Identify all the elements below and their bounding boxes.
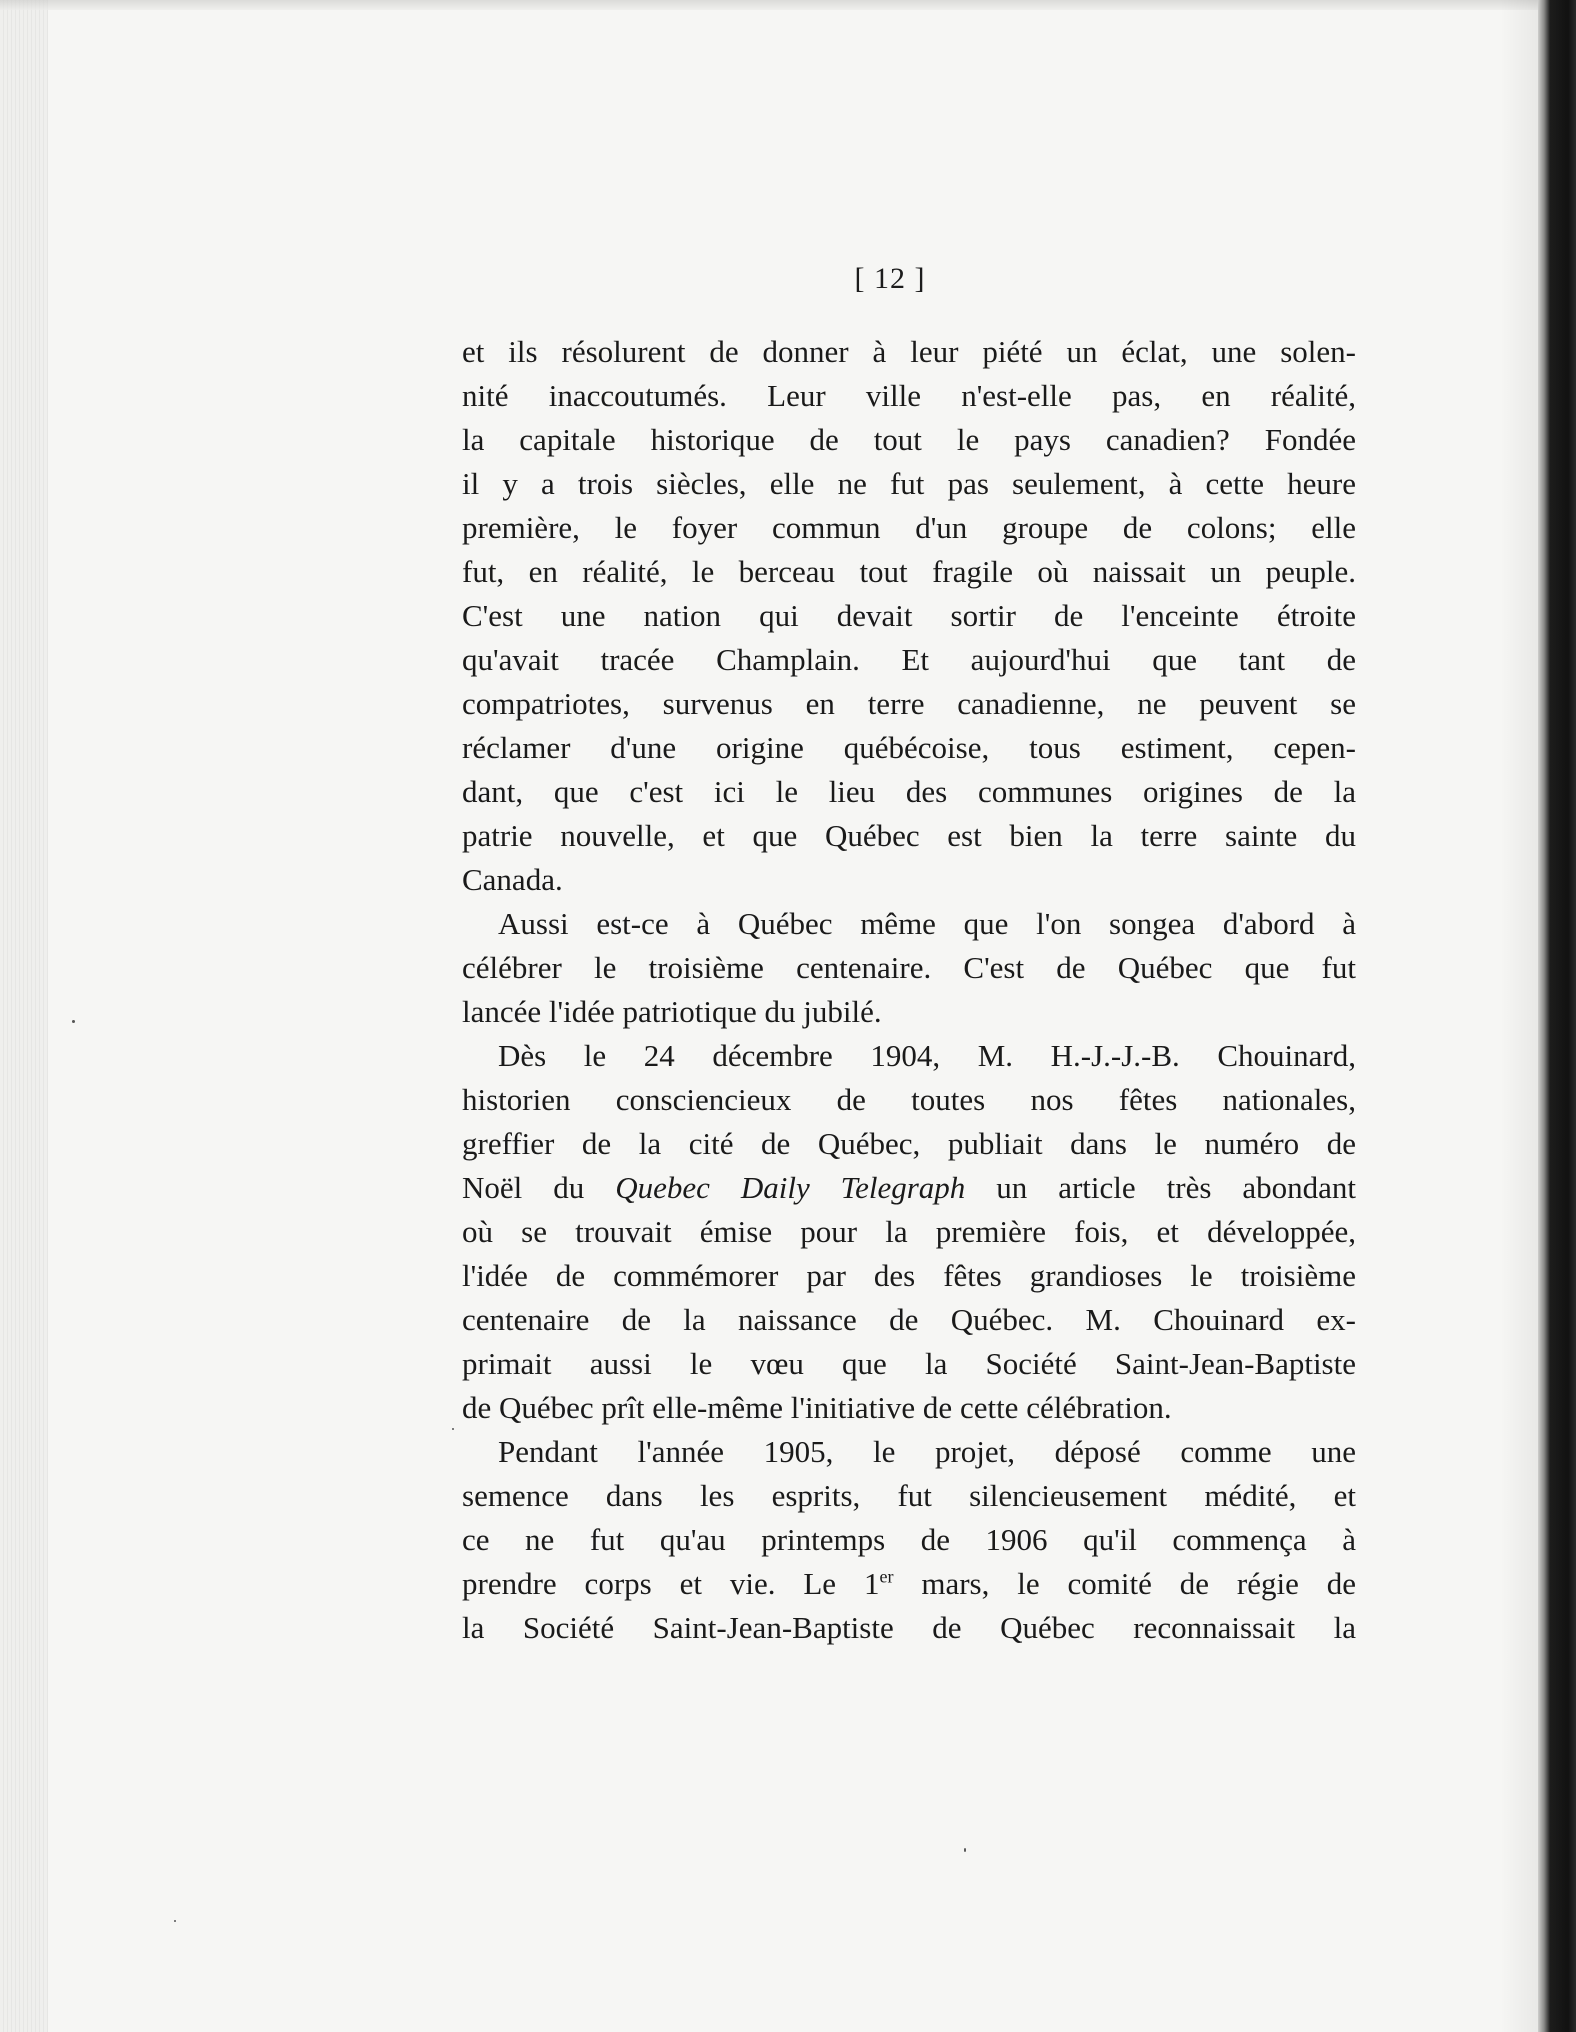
paragraph-4 — [462, 1430, 1356, 1650]
text-line: première, le foyer commun d'un groupe de colons; elle — [462, 510, 1356, 545]
page-number: [ 12 ] — [854, 262, 926, 295]
page-edge-stack — [0, 0, 48, 2032]
book-binding — [1538, 0, 1576, 2032]
scan-speck — [964, 1848, 966, 1852]
text-fragment: prendre corps et vie. Le 1 — [462, 1566, 880, 1601]
text-line: et ils résolurent de donner à leur piété un éclat, une solen- — [462, 334, 1356, 369]
text-line: la Société Saint-Jean-Baptiste de Québec reconnaissait la — [462, 1610, 1356, 1645]
text-line: patrie nouvelle, et que Québec est bien la terre sainte du — [462, 818, 1356, 853]
scan-speck — [72, 1020, 75, 1023]
text-line: Pendant l'année 1905, le projet, déposé comme une — [498, 1434, 1356, 1469]
paragraph-2 — [462, 902, 1356, 1034]
text-line: où se trouvait émise pour la première fois, et développée, — [462, 1214, 1356, 1249]
text-line: compatriotes, survenus en terre canadienne, ne peuvent se — [462, 686, 1356, 721]
text-line: de Québec prît elle-même l'initiative de cette célébration. — [462, 1390, 1172, 1425]
text-fragment: Noël du — [462, 1170, 585, 1205]
text-line: semence dans les esprits, fut silencieusement médité, et — [462, 1478, 1356, 1513]
scan-speck — [452, 1428, 454, 1430]
text-line: qu'avait tracée Champlain. Et aujourd'hui que tant de — [462, 642, 1356, 677]
text-line: primait aussi le vœu que la Société Saint-Jean-Baptiste — [462, 1346, 1356, 1381]
text-line: fut, en réalité, le berceau tout fragile où naissait un peuple. — [462, 554, 1356, 589]
ordinal-superscript: er — [879, 1566, 894, 1587]
paragraph-3 — [462, 1034, 1356, 1430]
binding-shadow — [1500, 0, 1540, 2032]
body-text — [462, 330, 1356, 1650]
text-line: la capitale historique de tout le pays canadien? Fondée — [462, 422, 1356, 457]
paragraph-1 — [462, 330, 1356, 902]
text-fragment: mars, le comité de régie de — [893, 1566, 1356, 1601]
text-line: centenaire de la naissance de Québec. M. Chouinard ex- — [462, 1302, 1356, 1337]
text-line-with-superscript — [462, 1562, 1356, 1606]
text-line-with-title — [462, 1166, 1356, 1210]
text-fragment: un article très abondant — [996, 1170, 1356, 1205]
text-line: Aussi est-ce à Québec même que l'on songea d'abord à — [498, 906, 1356, 941]
text-line: C'est une nation qui devait sortir de l'enceinte étroite — [462, 598, 1356, 633]
newspaper-title: Quebec Daily Telegraph — [615, 1170, 966, 1205]
text-line: greffier de la cité de Québec, publiait dans le numéro de — [462, 1126, 1356, 1161]
text-line: dant, que c'est ici le lieu des communes origines de la — [462, 774, 1356, 809]
text-line: l'idée de commémorer par des fêtes grandioses le troisième — [462, 1258, 1356, 1293]
text-line: il y a trois siècles, elle ne fut pas seulement, à cette heure — [462, 466, 1356, 501]
scan-speck — [174, 1920, 176, 1922]
text-line: ce ne fut qu'au printemps de 1906 qu'il commença à — [462, 1522, 1356, 1557]
text-line: nité inaccoutumés. Leur ville n'est-elle pas, en réalité, — [462, 378, 1356, 413]
text-line: lancée l'idée patriotique du jubilé. — [462, 994, 882, 1029]
top-edge-shadow — [0, 0, 1576, 10]
text-line: célébrer le troisième centenaire. C'est de Québec que fut — [462, 950, 1356, 985]
text-line: historien consciencieux de toutes nos fêtes nationales, — [462, 1082, 1356, 1117]
text-line: Dès le 24 décembre 1904, M. H.-J.-J.-B. Chouinard, — [498, 1038, 1356, 1073]
text-line: réclamer d'une origine québécoise, tous estiment, cepen- — [462, 730, 1356, 765]
text-line: Canada. — [462, 862, 563, 897]
